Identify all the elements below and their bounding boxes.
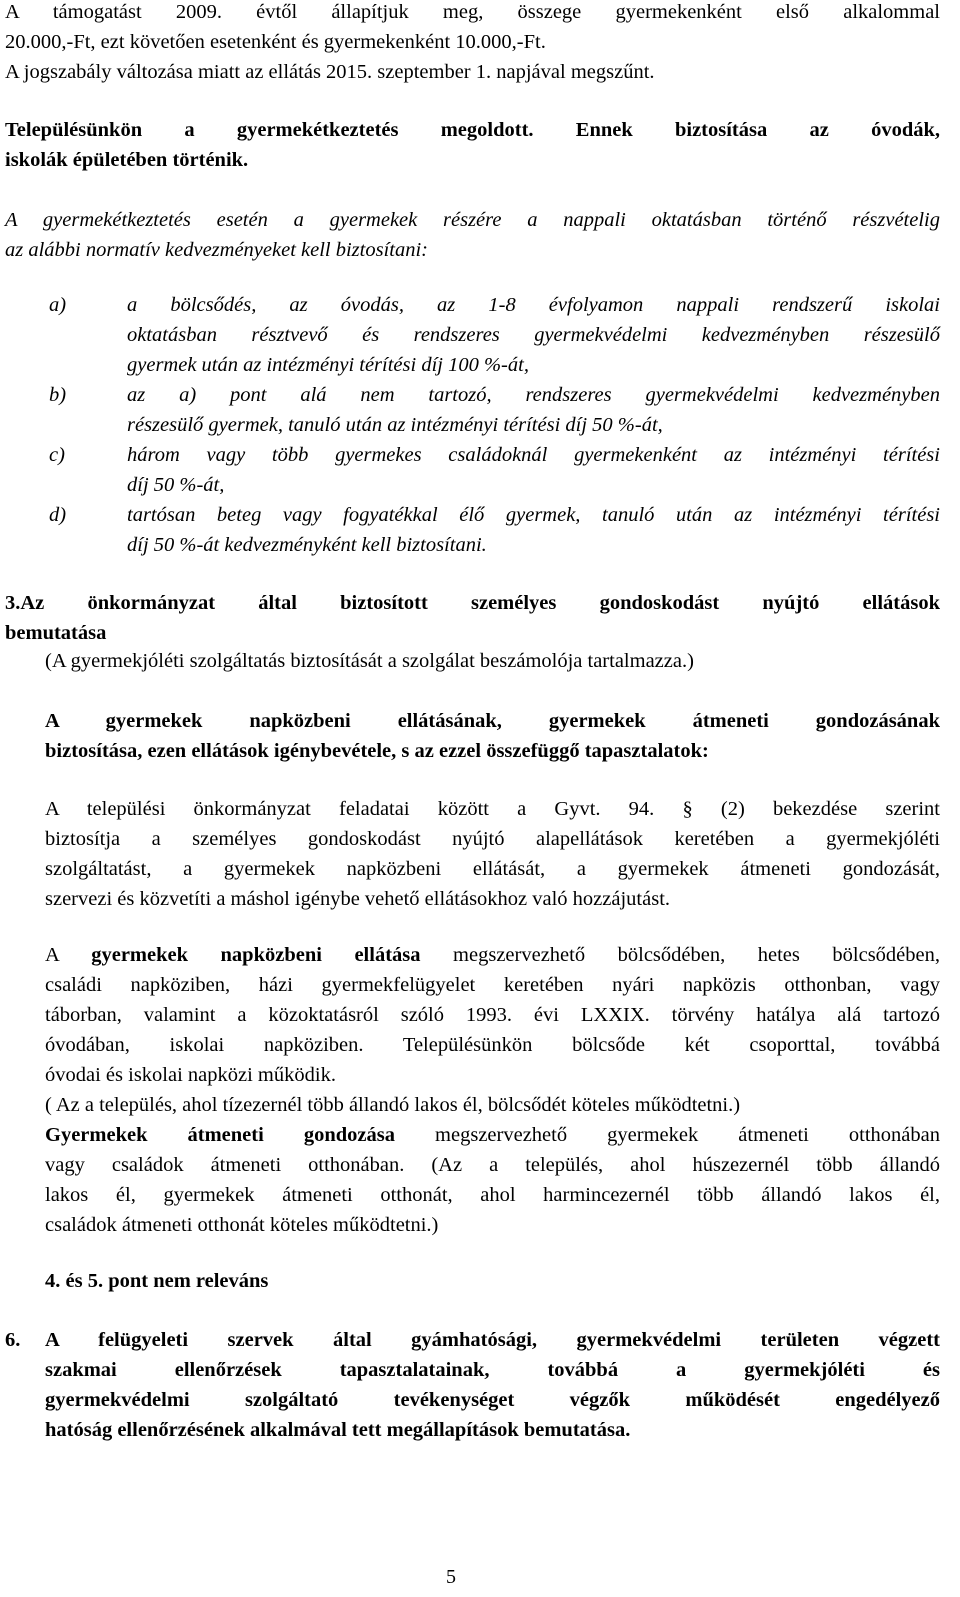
section6-heading (45, 1325, 940, 1445)
section3-heading (5, 588, 940, 648)
list-item-line: három vagy több gyermekes családoknál gyermekenként az intézményi térítési (127, 444, 940, 466)
list-item-label: b) (49, 384, 67, 406)
municipal-paragraph (45, 794, 940, 914)
municipal-line: szervezi és közvetíti a máshol igénybe vehető ellátásokhoz való hozzájutást. (45, 888, 671, 910)
list-item-label: d) (49, 504, 67, 526)
daycare-line: táborban, valamint a közoktatásról szóló 1993. évi LXXIX. törvény hatálya alá tartozó (45, 1004, 940, 1026)
list-item-line: díj 50 %-át kedvezményként kell biztosítani. (127, 534, 487, 556)
normative-line: A gyermekétkeztetés esetén a gyermekek részére a nappali oktatásban történő részvételig (5, 209, 940, 231)
section6-line: A felügyeleti szervek által gyámhatósági, gyermekvédelmi területen végzett (45, 1329, 940, 1351)
meals-paragraph (5, 115, 940, 175)
list-item-line: részesülő gyermek, tanuló után az intézményi térítési díj 50 %-át, (127, 414, 663, 436)
list-item-line: gyermek után az intézményi térítési díj 100 %-át, (127, 354, 529, 376)
daycare-note: ( Az a település, ahol tízezernél több állandó lakos él, bölcsődét köteles működtetni.) (45, 1094, 741, 1116)
intro-line: 20.000,-Ft, ezt követően esetenként és gyermekenként 10.000,-Ft. (5, 31, 546, 53)
list-item-line: díj 50 %-át, (127, 474, 225, 496)
temporary-care-line: vagy családok átmeneti otthonában. (Az a település, ahol húszezernél több állandó (45, 1154, 940, 1176)
meals-line: Településünkön a gyermekétkeztetés megoldott. Ennek biztosítása az óvodák, (5, 119, 940, 141)
list-item-line: tartósan beteg vagy fogyatékkal élő gyermek, tanuló után az intézményi térítési (127, 504, 940, 526)
section3-heading-line: bemutatása (5, 622, 107, 644)
meals-line: iskolák épületében történik. (5, 149, 249, 171)
daycare-line: családi napköziben, házi gyermekfelügyelet keretében nyári napközis otthonban, vagy (45, 974, 940, 996)
list-item-line: a bölcsődés, az óvodás, az 1-8 évfolyamon nappali rendszerű iskolai (127, 294, 940, 316)
care-subheading-line: biztosítása, ezen ellátások igénybevétele, s az ezzel összefüggő tapasztalatok: (45, 740, 709, 762)
list-item-label: c) (49, 444, 65, 466)
daycare-term: gyermekek napközbeni ellátása (91, 944, 421, 966)
section6-number: 6. (5, 1329, 21, 1351)
care-subheading-line: A gyermekek napközbeni ellátásának, gyermekek átmeneti gondozásának (45, 710, 940, 732)
list-item (49, 380, 940, 440)
temporary-care-line: családok átmeneti otthonát köteles működtetni.) (45, 1214, 439, 1236)
list-item-line: az a) pont alá nem tartozó, rendszeres gyermekvédelmi kedvezményben (127, 384, 940, 406)
list-item (49, 290, 940, 380)
points-4-5: 4. és 5. pont nem releváns (45, 1270, 269, 1292)
daycare-paragraph (45, 940, 940, 1120)
intro-paragraph (5, 0, 940, 87)
temporary-care-paragraph (45, 1120, 940, 1240)
normative-paragraph (5, 205, 940, 265)
daycare-line: A gyermekek napközbeni ellátása megszervezhető bölcsődében, hetes bölcsődében, (45, 944, 940, 966)
intro-line: A támogatást 2009. évtől állapítjuk meg, összege gyermekenként első alkalommal (5, 1, 940, 23)
list-item (49, 440, 940, 500)
list-item-line: oktatásban résztvevő és rendszeres gyermekvédelmi kedvezményben részesülő (127, 324, 940, 346)
municipal-line: biztosítja a személyes gondoskodást nyújtó alapellátások keretében a gyermekjóléti (45, 828, 940, 850)
temporary-care-line: Gyermekek átmeneti gondozása megszervezhető gyermekek átmeneti otthonában (45, 1124, 941, 1146)
daycare-line: óvodában, iskolai napköziben. Településünkön bölcsőde két csoporttal, továbbá (45, 1034, 940, 1056)
normative-line: az alábbi normatív kedvezményeket kell biztosítani: (5, 239, 428, 261)
daycare-line: óvodai és iskolai napközi működik. (45, 1064, 336, 1086)
benefit-list (49, 290, 940, 560)
care-subheading (45, 706, 940, 766)
section6-line: gyermekvédelmi szolgáltató tevékenységet végzők működését engedélyező (45, 1389, 940, 1411)
temporary-care-term: Gyermekek átmeneti gondozása (45, 1124, 395, 1146)
section3-note: (A gyermekjóléti szolgáltatás biztosítását a szolgálat beszámolója tartalmazza.) (45, 650, 694, 672)
municipal-line: A települési önkormányzat feladatai között a Gyvt. 94. § (2) bekezdése szerint (45, 798, 940, 820)
list-item-label: a) (49, 294, 67, 316)
section3-heading-line: 3.Az önkormányzat által biztosított személyes gondoskodást nyújtó ellátások (5, 592, 940, 614)
intro-line: A jogszabály változása miatt az ellátás 2015. szeptember 1. napjával megszűnt. (5, 61, 655, 83)
section6-line: hatóság ellenőrzésének alkalmával tett megállapítások bemutatása. (45, 1419, 631, 1441)
section6-line: szakmai ellenőrzések tapasztalatainak, továbbá a gyermekjóléti és (45, 1359, 940, 1381)
list-item (49, 500, 940, 560)
page-number: 5 (446, 1566, 456, 1588)
municipal-line: szolgáltatást, a gyermekek napközbeni ellátását, a gyermekek átmeneti gondozását, (45, 858, 940, 880)
temporary-care-line: lakos él, gyermekek átmeneti otthonát, ahol harmincezernél több állandó lakos él, (45, 1184, 940, 1206)
